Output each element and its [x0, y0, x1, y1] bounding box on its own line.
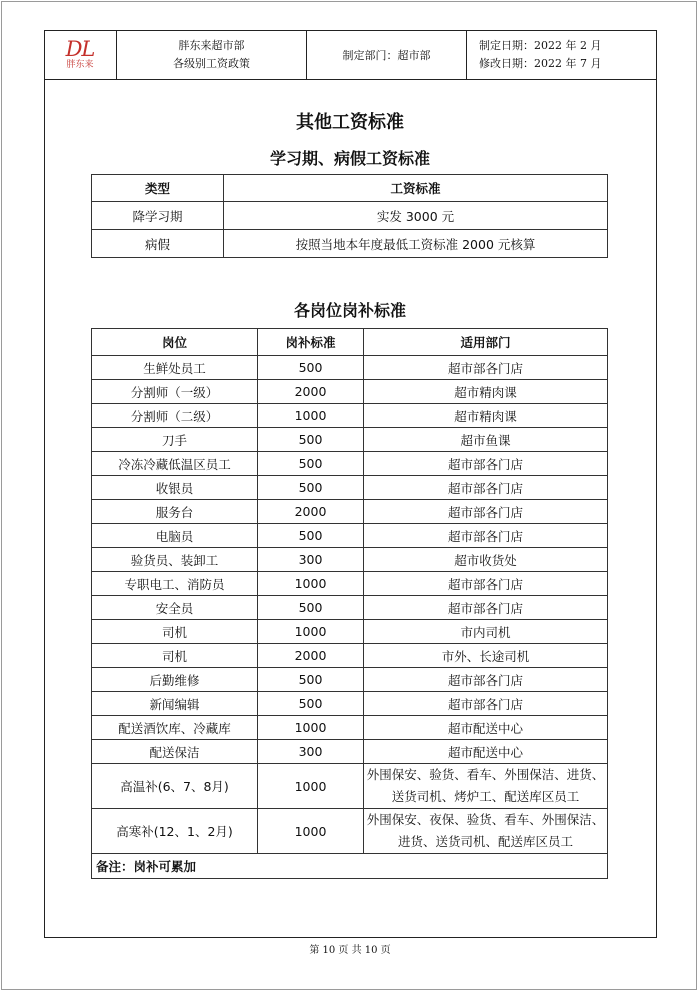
dept-cell	[364, 764, 608, 809]
dept-cell: 超市精肉课	[364, 404, 608, 428]
post-cell: 配送保洁	[92, 740, 258, 764]
table-row	[92, 644, 608, 668]
amount-cell: 300	[258, 740, 364, 764]
amount-cell: 1000	[258, 572, 364, 596]
dept-cell: 市外、长途司机	[364, 644, 608, 668]
dept-cell: 超市部各门店	[364, 596, 608, 620]
table-row	[92, 692, 608, 716]
dept-cell: 超市配送中心	[364, 740, 608, 764]
column-header: 岗补标准	[258, 329, 364, 356]
post-cell: 专职电工、消防员	[92, 572, 258, 596]
wage-cell: 按照当地本年度最低工资标准 2000 元核算	[224, 230, 608, 258]
amount-cell: 1000	[258, 716, 364, 740]
document-name	[117, 30, 307, 79]
dept-cell: 超市部各门店	[364, 356, 608, 380]
section2-title: 各岗位岗补标准	[293, 301, 406, 320]
table-row	[92, 202, 608, 230]
amount-cell: 2000	[258, 380, 364, 404]
post-cell: 冷冻冷藏低温区员工	[92, 452, 258, 476]
amount-cell: 500	[258, 668, 364, 692]
post-cell: 司机	[92, 620, 258, 644]
dept-cell: 超市鱼课	[364, 428, 608, 452]
dept-cell: 市内司机	[364, 620, 608, 644]
date-revised: 修改日期：2022 年 7 月	[479, 56, 602, 70]
table-row	[92, 764, 608, 809]
amount-cell: 500	[258, 356, 364, 380]
post-cell: 司机	[92, 644, 258, 668]
table-row	[92, 452, 608, 476]
section1-title: 学习期、病假工资标准	[269, 149, 430, 168]
post-cell: 分割师（一级）	[92, 380, 258, 404]
study-sick-wage-table	[91, 174, 608, 258]
table-row	[92, 500, 608, 524]
column-header: 类型	[92, 175, 224, 202]
dept-cell: 超市部各门店	[364, 476, 608, 500]
amount-cell: 300	[258, 548, 364, 572]
amount-cell: 1000	[258, 404, 364, 428]
table-row	[92, 572, 608, 596]
table-row	[92, 476, 608, 500]
dept-line: 外围保安、验货、看车、外围保洁、进货、	[366, 767, 605, 782]
table-header-row	[92, 175, 608, 202]
logo-brand: 胖东来	[66, 60, 94, 70]
post-cell: 高寒补(12、1、2月)	[92, 809, 258, 854]
company-logo	[44, 30, 117, 79]
table-row	[92, 524, 608, 548]
post-cell: 刀手	[92, 428, 258, 452]
dept-cell: 超市部各门店	[364, 668, 608, 692]
amount-cell: 500	[258, 476, 364, 500]
amount-cell: 500	[258, 428, 364, 452]
table-row	[92, 620, 608, 644]
dept-cell	[364, 809, 608, 854]
dept-cell: 超市精肉课	[364, 380, 608, 404]
post-cell: 后勤维修	[92, 668, 258, 692]
table-row	[92, 596, 608, 620]
dept-line: 进货、送货司机、配送库区员工	[397, 834, 573, 849]
post-cell: 高温补(6、7、8月)	[92, 764, 258, 809]
dept-cell: 超市配送中心	[364, 716, 608, 740]
table-row	[92, 668, 608, 692]
dept-cell: 超市部各门店	[364, 524, 608, 548]
post-cell: 生鲜处员工	[92, 356, 258, 380]
type-cell: 降学习期	[92, 202, 224, 230]
amount-cell: 1000	[258, 809, 364, 854]
logo-mark: DL	[65, 37, 95, 61]
post-allowance-table	[91, 328, 608, 879]
amount-cell: 500	[258, 596, 364, 620]
post-cell: 分割师（二级）	[92, 404, 258, 428]
document-header	[44, 30, 657, 80]
column-header: 工资标准	[224, 175, 608, 202]
amount-cell: 500	[258, 692, 364, 716]
department: 制定部门：超市部	[307, 30, 467, 79]
doc-name-line2: 各级别工资政策	[173, 56, 250, 70]
table-row	[92, 809, 608, 854]
column-header: 岗位	[92, 329, 258, 356]
amount-cell: 2000	[258, 644, 364, 668]
table-row	[92, 740, 608, 764]
doc-name-line1: 胖东来超市部	[178, 38, 245, 52]
type-cell: 病假	[92, 230, 224, 258]
amount-cell: 1000	[258, 764, 364, 809]
amount-cell: 500	[258, 524, 364, 548]
document-dates	[467, 30, 657, 79]
post-cell: 电脑员	[92, 524, 258, 548]
dept-line: 外围保安、夜保、验货、看车、外围保洁、	[366, 812, 605, 827]
wage-cell: 实发 3000 元	[224, 202, 608, 230]
table-row	[92, 356, 608, 380]
table-row	[92, 380, 608, 404]
post-cell: 验货员、装卸工	[92, 548, 258, 572]
date-made: 制定日期：2022 年 2 月	[479, 38, 602, 52]
dept-cell: 超市部各门店	[364, 572, 608, 596]
dept-line: 送货司机、烤炉工、配送库区员工	[391, 789, 580, 804]
note-row	[92, 854, 608, 879]
dept-cell: 超市部各门店	[364, 500, 608, 524]
page-title: 其他工资标准	[296, 112, 404, 133]
dept-cell: 超市部各门店	[364, 452, 608, 476]
table-row	[92, 404, 608, 428]
amount-cell: 1000	[258, 620, 364, 644]
dept-cell: 超市收货处	[364, 548, 608, 572]
note-text: 备注：岗补可累加	[92, 854, 608, 879]
post-cell: 安全员	[92, 596, 258, 620]
post-cell: 配送酒饮库、冷藏库	[92, 716, 258, 740]
dept-cell: 超市部各门店	[364, 692, 608, 716]
post-cell: 新闻编辑	[92, 692, 258, 716]
table-row	[92, 716, 608, 740]
table-row	[92, 548, 608, 572]
table-row	[92, 230, 608, 258]
post-cell: 收银员	[92, 476, 258, 500]
table-row	[92, 428, 608, 452]
column-header: 适用部门	[364, 329, 608, 356]
page-footer: 第 10 页 共 10 页	[309, 945, 391, 956]
post-cell: 服务台	[92, 500, 258, 524]
amount-cell: 500	[258, 452, 364, 476]
amount-cell: 2000	[258, 500, 364, 524]
table-header-row	[92, 329, 608, 356]
